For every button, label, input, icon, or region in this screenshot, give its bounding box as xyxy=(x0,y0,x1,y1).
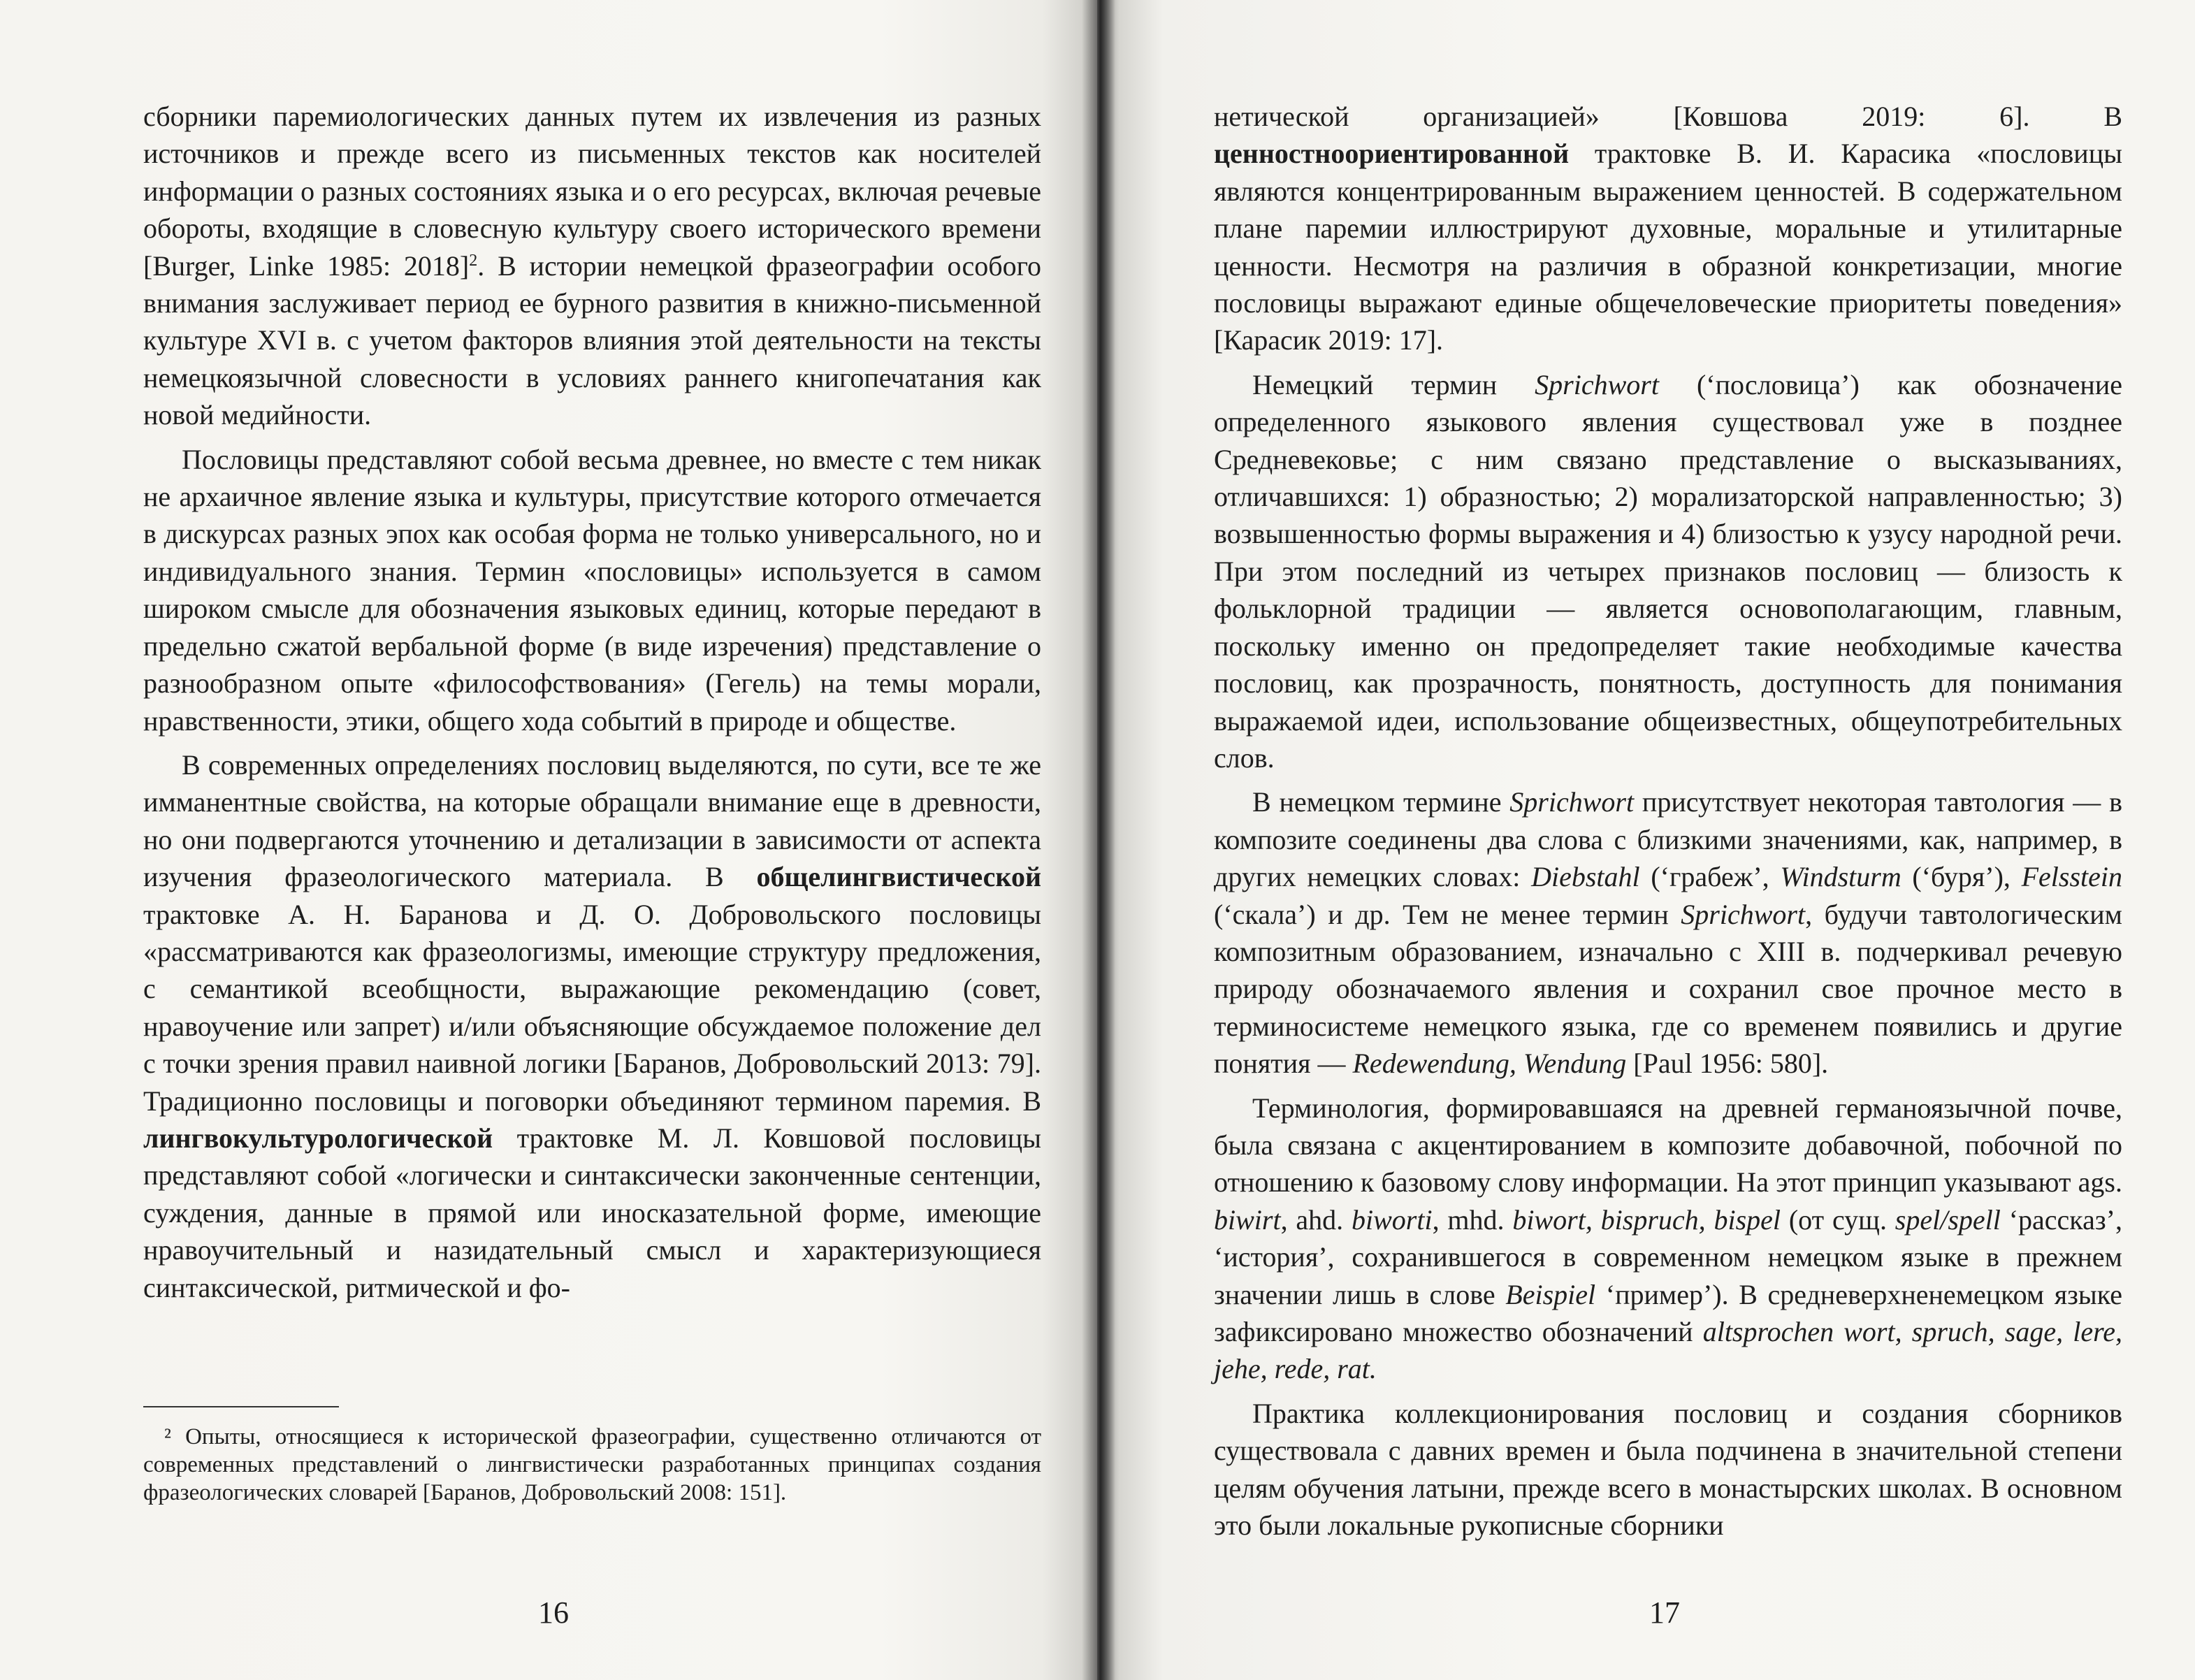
paragraph: Пословицы представляют собой весьма древнее, но вместе с тем никак не архаичное явление языка и культуры, присутствие которого отмечается в дискурсах разных эпох как особая форма не только универсального, но и индивидуального знания. Термин «пословицы» используется в самом широком смысле для обозначения языковых единиц, которые передают в предельно сжатой вербальной форме (в виде изречения) представление о разнообразном опыте «философствования» (Гегель) на темы морали, нравственности, этики, общего хода событий в природе и обществе. xyxy=(143,443,1041,737)
paragraph: Терминология, формировавшаяся на древней германоязычной почве, была связана с акцентированием в композите добавочной, побочной по отношению к базовому слову информации. На этот принцип указывают ags. biwirt, ahd. biworti, mhd. biwort, bispruch, bispel (от сущ. spel/spell ‘рассказ’, ‘история’, сохранившегося в современном немецком языке в прежнем значении лишь в слове Beispiel ‘пример’). В средневерхненемецком языке зафиксировано множество обозначений altsprochen wort, spruch, sage, lere, jehe, rede, rat. xyxy=(1214,1092,2122,1385)
page-number: 17 xyxy=(1649,1595,1680,1630)
footnote-ref: 2 xyxy=(469,251,478,270)
footnote-separator xyxy=(143,1406,339,1407)
paragraph: Немецкий термин Sprichwort (‘пословица’) как обозначение определенного языкового явления существовал уже в позднее Средневековье; с ним связано представление о высказываниях, отличавшихся: 1) образностью; 2) морализаторской направленностью; 3) возвышенностью формы выражения и 4) близостью к узусу народной речи. При этом последний из четырех признаков пословиц — близость к фольклорной традиции — является основополагающим, главным, поскольку именно он предопределяет такие необходимые качества пословиц, как прозрачность, понятность, доступность для понимания выражаемой идеи, использование общеизвестных, общеупотребительных слов. xyxy=(1214,368,2122,774)
book-spine xyxy=(1082,0,1115,1680)
left-page xyxy=(0,0,1097,1680)
paragraph: Практика коллекционирования пословиц и создания сборников существовала с давних времен и была подчинена в значительной степени целям обучения латыни, прежде всего в монастырских школах. В основном это были локальные рукописные сборники xyxy=(1214,1397,2122,1542)
page-number: 16 xyxy=(538,1595,569,1630)
paragraph: В современных определениях пословиц выделяются, по сути, все те же имманентные свойства, на которые обращали внимание еще в древности, но они подвергаются уточнению и детализации в зависимости от аспекта изучения фразеологического материала. В общелингвистической трактовке А. Н. Баранова и Д. О. Добровольского пословицы «рассматриваются как фразеологизмы, имеющие структуру предложения, с семантикой всеобщности, выражающие рекомендацию (совет, нравоучение или запрет) и/или объясняющие обсуждаемое положение дел с точки зрения правил наивной логики [Баранов, Добровольский 2013: 79]. Традиционно пословицы и поговорки объединяют термином паремия. В лингвокультурологической трактовке М. Л. Ковшовой пословицы представляют собой «логически и синтаксически законченные сентенции, суждения, данные в прямой или иносказательной форме, имеющие нравоучительный и назидательный смысл и характеризующиеся синтаксической, ритмической и фо- xyxy=(143,748,1041,1303)
right-page xyxy=(1097,0,2195,1680)
paragraph: В немецком термине Sprichwort присутствует некоторая тавтология — в композите соединены два слова с близкими значениями, как, например, в других немецких словах: Diebstahl (‘грабеж’, Windsturm (‘буря’), Felsstein (‘скала’) и др. Тем не менее термин Sprichwort, будучи тавтологическим композитным образованием, изначально с XIII в. подчеркивал речевую природу обозначаемого явления и сохранил свое прочное место в терминосистеме немецкого языка, где со временем появились и другие понятия — Redewendung, Wendung [Paul 1956: 580]. xyxy=(1214,786,2122,1080)
left-page-text xyxy=(143,98,1041,1306)
footnote: ² Опыты, относящиеся к исторической фразеографии, существенно отличаются от современных представлений о лингвистически разработанных принципах создания фразеологических словарей [Баранов, Добровольский 2008: 151]. xyxy=(143,1424,1041,1505)
right-page-text xyxy=(1214,98,2122,1544)
paragraph: нетической организацией» [Ковшова 2019: 6]. В ценностноориентированной трактовке В. И. Карасика «пословицы являются концентрированным выражением ценностей. В содержательном плане паремии иллюстрируют духовные, моральные и утилитарные ценности. Несмотря на различия в образной конкретизации, многие пословицы выражают единые общечеловеческие приоритеты поведения» [Карасик 2019: 17]. xyxy=(1214,101,2122,356)
paragraph: сборники паремиологических данных путем их извлечения из разных источников и прежде всего из письменных текстов как носителей информации о разных состояниях языка и о его ресурсах, включая речевые обороты, входящие в словесную культуру своего исторического времени [Burger, Linke 1985: 2018]$^2$. В истории немецкой фразеографии особого внимания заслуживает период ее бурного развития в книжно-письменной культуре XVI в. с учетом факторов влияния этой деятельности на тексты немецкоязычной словесности в условиях раннего книгопечатания как новой медийности. xyxy=(143,101,1041,431)
